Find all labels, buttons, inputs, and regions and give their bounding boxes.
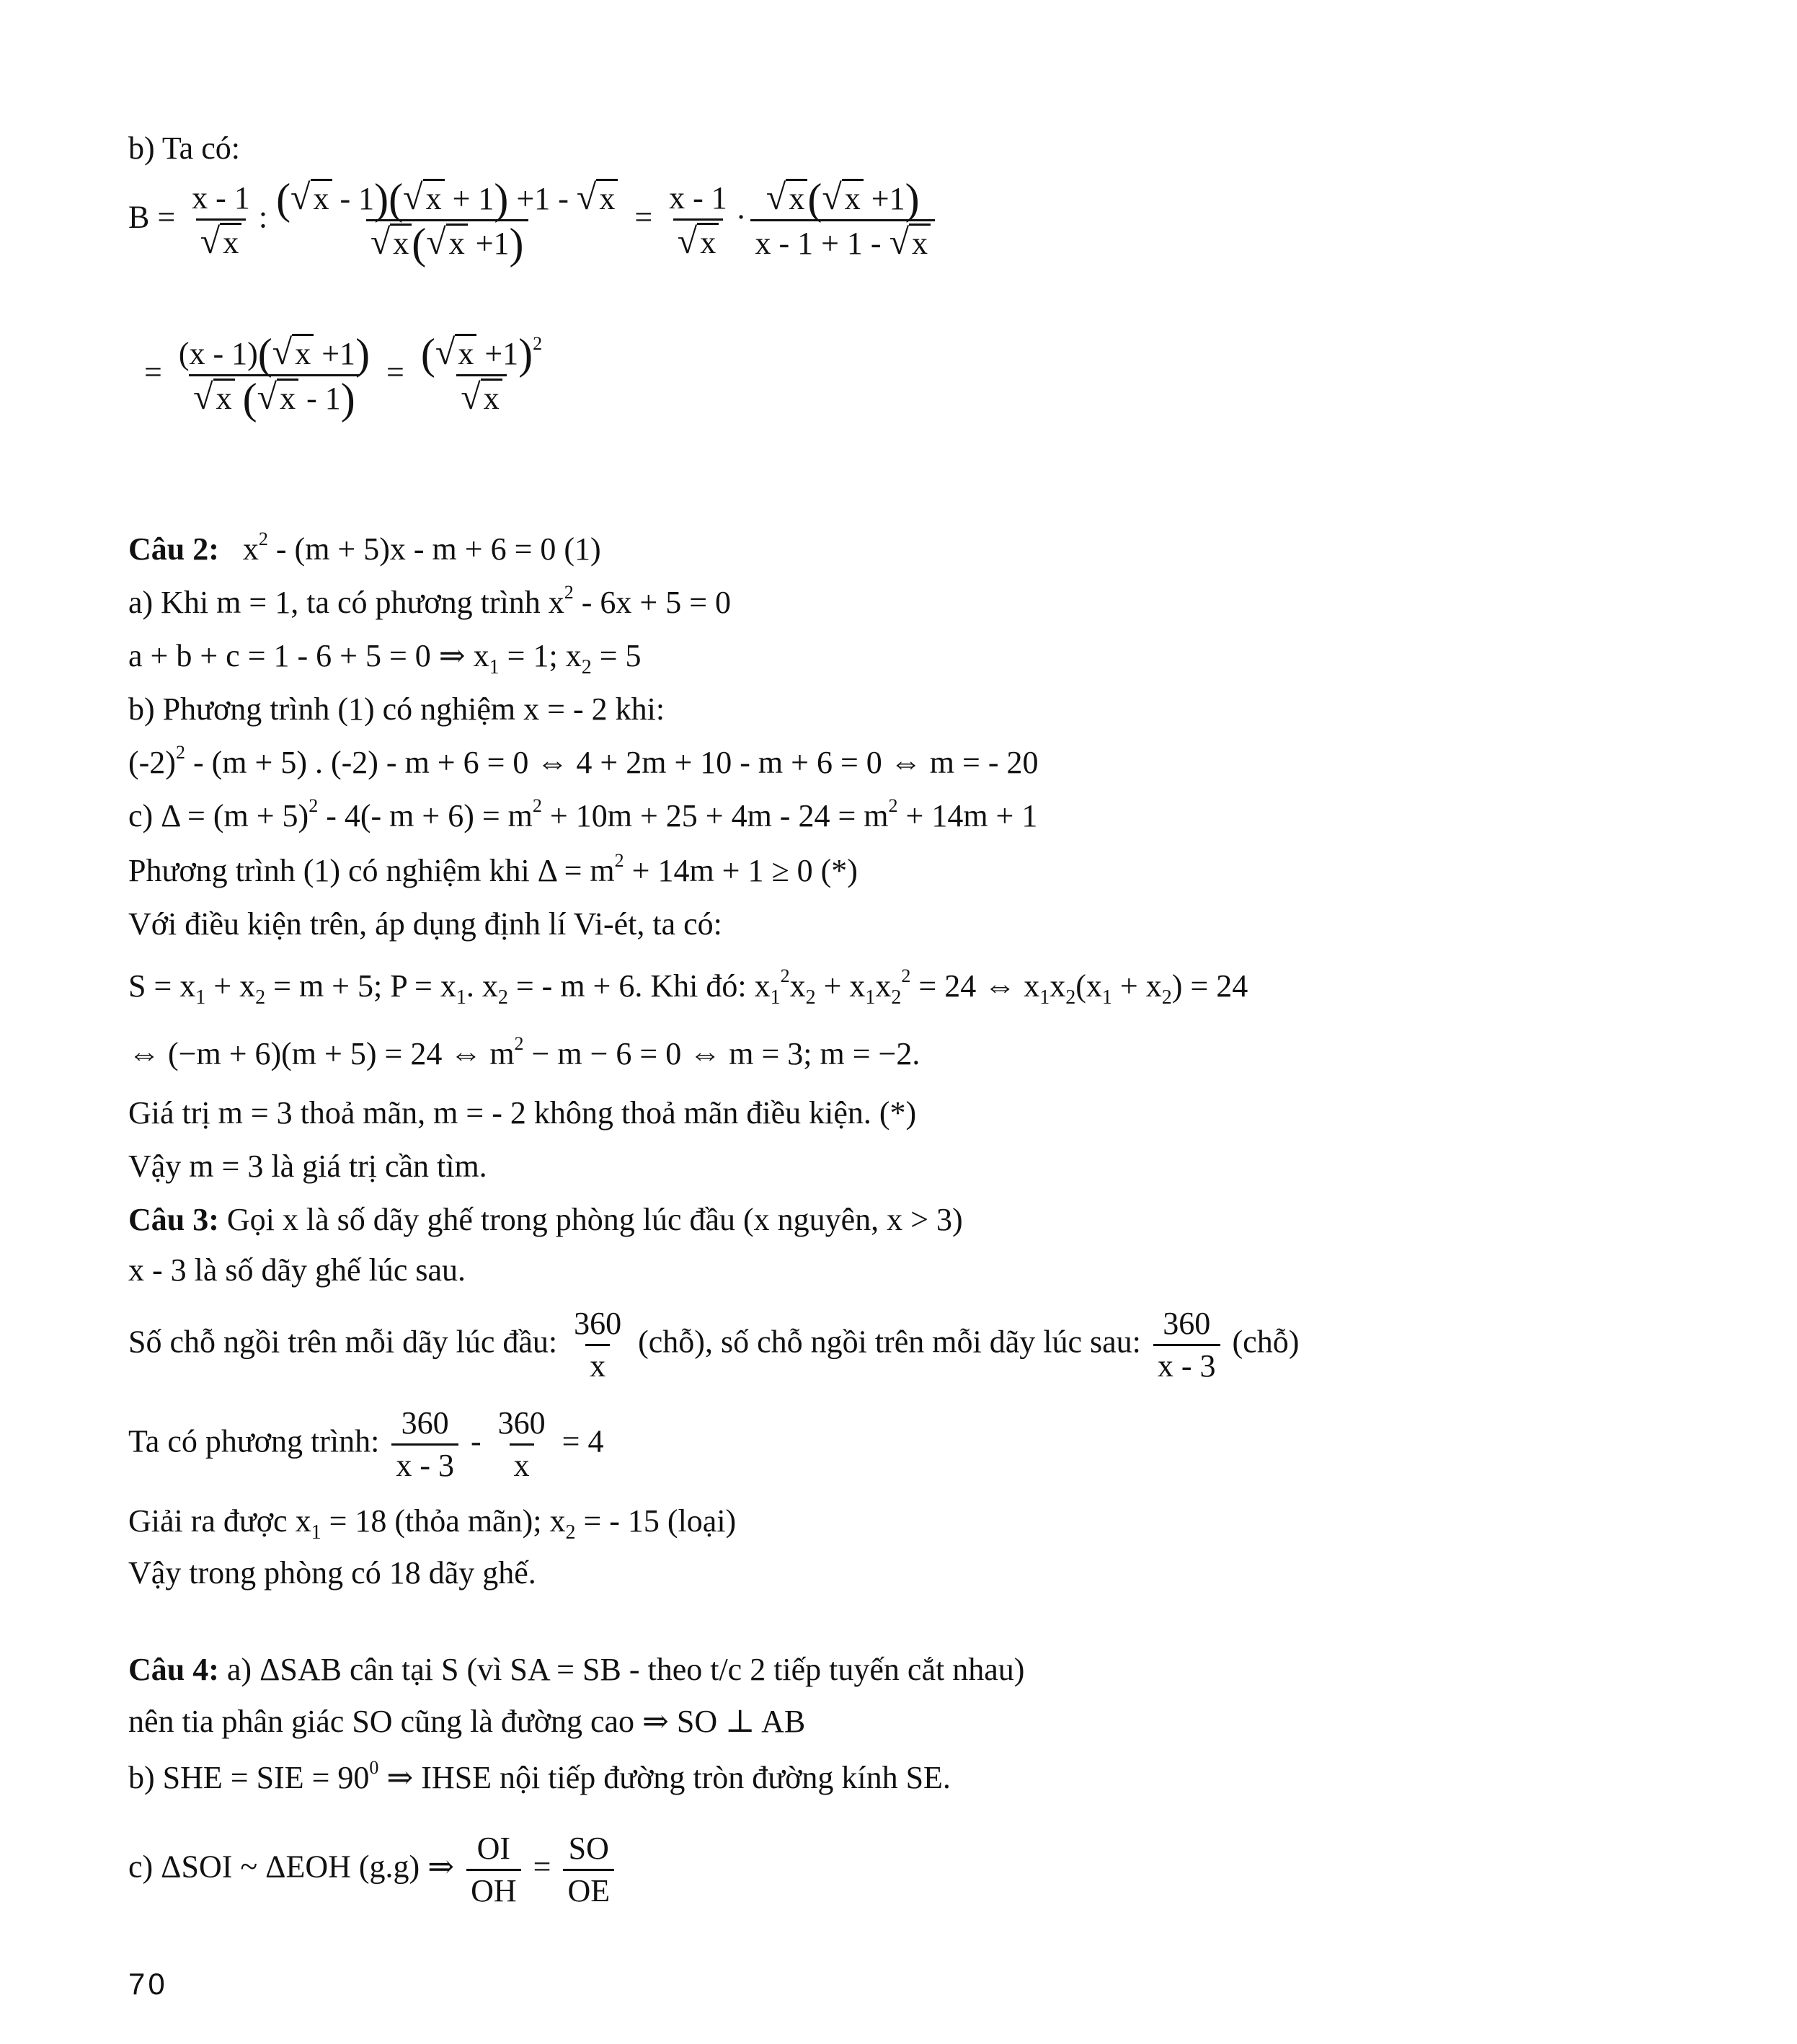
eq-lhs: B =	[128, 199, 176, 235]
denominator: x - 3	[1153, 1344, 1220, 1386]
cau4-heading: Câu 4: a) ΔSAB cân tại S (vì SA = SB - theo t/c 2 tiếp tuyến cắt nhau)	[128, 1652, 1025, 1687]
cau2-c2: Phương trình (1) có nghiệm khi $\Delta = m^2 + 14m + 1 \ge 0$ (*)	[128, 850, 858, 888]
cau2-c3: Với điều kiện trên, áp dụng định lí Vi-ét, ta có:	[128, 906, 722, 942]
numerator: 360	[574, 1306, 622, 1341]
denominator: √x(√x +1)	[366, 219, 528, 264]
cau3-l5: Giải ra được $x_1 = 18$ (thỏa mãn); $x_2$ = - 15 (loại)	[128, 1503, 737, 1544]
numerator: 360	[497, 1405, 546, 1441]
cau3-l3: Số chỗ ngồi trên mỗi dãy lúc đầu: $\frac{360}{x}$ (chỗ), số chỗ ngồi trên mỗi dãy lúc sau: $\frac{360}{x - 3}$ (chỗ)	[128, 1304, 1299, 1386]
numerator: (x - 1)(√x +1)	[178, 330, 371, 378]
cau2-b2: $(-2)^2 - (m + 5)$ . (-2) - m + 6 = 0 ⇔ 4 + 2m + 10 - m + 6 = 0 ⇔ m = - 20	[128, 742, 1039, 780]
equation-b-line2: = $\frac{(x - 1)(√x +1)}{√x (√x - 1)}$ = $\frac{(√x +1)^2}{√x}$	[144, 332, 551, 419]
fraction	[391, 1403, 458, 1486]
numerator: $(√x +1)^2$	[420, 330, 543, 378]
numerator: SO	[568, 1831, 609, 1866]
fraction	[494, 1403, 550, 1486]
cau3-l6: Vậy trong phòng có 18 dãy ghế.	[128, 1555, 536, 1590]
fraction	[417, 332, 546, 419]
numerator: √x(√x +1)	[766, 175, 920, 223]
cau2-c7: Vậy m = 3 là giá trị cần tìm.	[128, 1149, 487, 1184]
cau4-b: b) SHE = SIE = $90^0$ ⇒ IHSE nội tiếp đường tròn đường kính SE.	[128, 1757, 951, 1795]
denominator: √x	[456, 374, 506, 419]
numerator: (√x - 1)(√x + 1) +1 - √x	[272, 177, 622, 219]
cau2-a2: a + b + c = 1 - 6 + 5 = 0 ⇒ $x_1 = 1$; $x_2 = 5$	[128, 638, 642, 678]
denominator: √x	[673, 218, 723, 263]
fraction	[750, 177, 935, 264]
cau2-c1: c) $\Delta = (m + 5)^2 - 4(-$ $m + 6) = m^2 + 10m + 25 + 4m - 24 = m^2 + 14m + 1$	[128, 795, 1038, 833]
denominator: √x (√x - 1)	[189, 374, 360, 419]
cau4-a2: nên tia phân giác SO cũng là đường cao ⇒ SO ⊥ AB	[128, 1704, 806, 1739]
numerator: x - 1	[192, 180, 250, 216]
cau2-heading: Câu 2: $x^2 - (m + 5)x - m + 6 = 0$ (1)	[128, 528, 601, 567]
cau2-c5: ⇔ (−m + 6)(m + 5) = 24 ⇔ $m^2 - m - 6 = 0$ ⇔ m = 3; m = −2.	[128, 1033, 920, 1071]
denominator: x	[585, 1344, 610, 1386]
fraction	[466, 1828, 521, 1911]
numerator: 360	[1163, 1306, 1211, 1341]
fraction	[569, 1304, 626, 1386]
cau2-a1: a) Khi m = 1, ta có phương trình $x^2 - 6x + 5 = 0$	[128, 582, 732, 620]
equation-b-line1: B = $\frac{x - 1}{√x}$ : $\frac{(√x - 1)(√x + 1) +1 - √x}{√x(√x +1)}$ = $\frac{x - 1}{√x}$ · $\frac{√x(√x +1)}{x - 1 + 1 - √x}$	[128, 177, 939, 264]
cau3-l4: Ta có phương trình: $\frac{360}{x - 3}$ - $\frac{360}{x}$ = 4	[128, 1403, 603, 1486]
denominator: OE	[563, 1869, 614, 1911]
part-b-intro: b) Ta có:	[128, 130, 240, 166]
cau3-l2: x - 3 là số dãy ghế lúc sau.	[128, 1252, 466, 1288]
cau3-heading: Câu 3: Gọi x là số dãy ghế trong phòng lúc đầu (x nguyên, x > 3)	[128, 1202, 963, 1237]
denominator: √x	[196, 218, 246, 263]
denominator: x - 1 + 1 - √x	[750, 219, 935, 264]
cau2-b1: b) Phương trình (1) có nghiệm x = - 2 khi:	[128, 691, 665, 727]
cau2-c4: $S = x_1 + x_2 = m + 5$; $P = x_1$. $x_2$ = - m + 6. Khi đó: $x_1^2x_2 + x_1x_2^2 = 24$ ⇔ $x_1x_2(x_1 + x_2) = 24$	[128, 965, 1248, 1009]
denominator: x - 3	[391, 1443, 458, 1486]
question-label: Câu 4:	[128, 1652, 219, 1687]
fraction	[1153, 1304, 1220, 1386]
denominator: x	[510, 1443, 534, 1486]
cau4-c: c) ΔSOI ~ ΔEOH (g.g) ⇒ $\frac{OI}{OH}$ = $\frac{SO}{OE}$	[128, 1828, 618, 1911]
fraction	[187, 178, 254, 263]
fraction	[272, 175, 622, 267]
numerator: 360	[401, 1405, 449, 1441]
fraction	[563, 1828, 614, 1911]
denominator: OH	[466, 1869, 521, 1911]
fraction	[665, 178, 732, 263]
cau2-c6: Giá trị m = 3 thoả mãn, m = - 2 không thoả mãn điều kiện. (*)	[128, 1095, 917, 1131]
question-label: Câu 2:	[128, 531, 219, 567]
page-number: 70	[128, 1967, 168, 2001]
numerator: x - 1	[669, 180, 727, 216]
numerator: OI	[476, 1831, 511, 1866]
question-label: Câu 3:	[128, 1202, 219, 1237]
